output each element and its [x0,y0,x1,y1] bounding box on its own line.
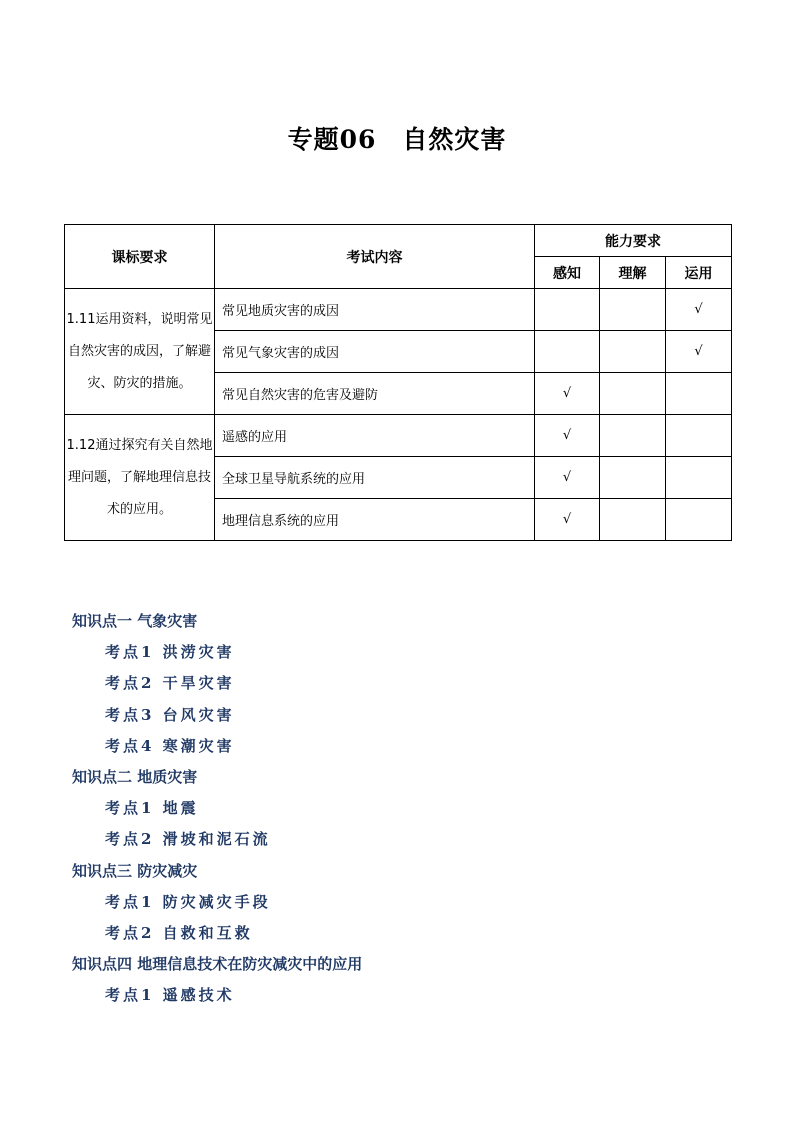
apply-cell [666,415,732,457]
table-row [65,289,732,331]
check-icon: √ [562,512,572,527]
knowledge-section-title: 知识点一 气象灾害 [72,612,198,630]
understand-cell [600,289,666,331]
table-row [65,415,732,457]
knowledge-section-title: 知识点三 防灾减灾 [72,861,198,880]
exam-point: 考点1 遥感技术 [105,986,235,1005]
perceive-cell [535,331,600,373]
perceive-cell [535,457,600,499]
knowledge-section-title: 知识点二 地质灾害 [72,767,198,786]
requirements-table [64,224,732,541]
exam-point: 考点1 洪涝灾害 [105,643,235,662]
standard-cell: 1.12通过探究有关自然地理问题，了解地理信息技术的应用。 [65,415,215,541]
exam-point: 考点4 寒潮灾害 [105,736,235,755]
knowledge-section-title: 知识点四 地理信息技术在防灾减灾中的应用 [72,955,363,974]
exam-point: 考点3 台风灾害 [105,705,235,724]
content-cell: 常见地质灾害的成因 [215,289,535,331]
header-perceive: 感知 [535,257,600,289]
content-cell: 遥感的应用 [215,415,535,457]
perceive-cell [535,415,600,457]
perceive-cell [535,289,600,331]
exam-point: 考点1 防灾减灾手段 [105,892,271,911]
exam-point: 考点2 干旱灾害 [105,674,235,693]
understand-cell [600,499,666,541]
check-icon: √ [562,470,572,485]
header-standard: 课标要求 [65,225,215,289]
header-understand: 理解 [600,257,666,289]
knowledge-outline [72,607,732,1012]
check-icon: √ [694,302,703,317]
understand-cell [600,457,666,499]
understand-cell [600,415,666,457]
check-icon: √ [562,428,572,443]
check-icon: √ [694,344,703,359]
content-cell: 全球卫星导航系统的应用 [215,457,535,499]
understand-cell [600,373,666,415]
exam-point: 考点1 地震 [105,799,199,818]
apply-cell [666,457,732,499]
check-icon: √ [562,386,572,401]
content-cell: 常见自然灾害的危害及避防 [215,373,535,415]
standard-cell: 1.11运用资料，说明常见自然灾害的成因，了解避灾、防灾的措施。 [65,289,215,415]
page-title: 专题06 自然灾害 [287,125,507,154]
apply-cell [666,373,732,415]
understand-cell [600,331,666,373]
apply-cell [666,331,732,373]
content-cell: 常见气象灾害的成因 [215,331,535,373]
table-body [65,289,732,541]
header-content: 考试内容 [215,225,535,289]
header-apply: 运用 [666,257,732,289]
apply-cell [666,499,732,541]
exam-point: 考点2 自救和互救 [105,923,253,942]
header-ability: 能力要求 [535,225,732,257]
content-cell: 地理信息系统的应用 [215,499,535,541]
perceive-cell [535,499,600,541]
apply-cell [666,289,732,331]
exam-point: 考点2 滑坡和泥石流 [105,830,271,849]
perceive-cell [535,373,600,415]
